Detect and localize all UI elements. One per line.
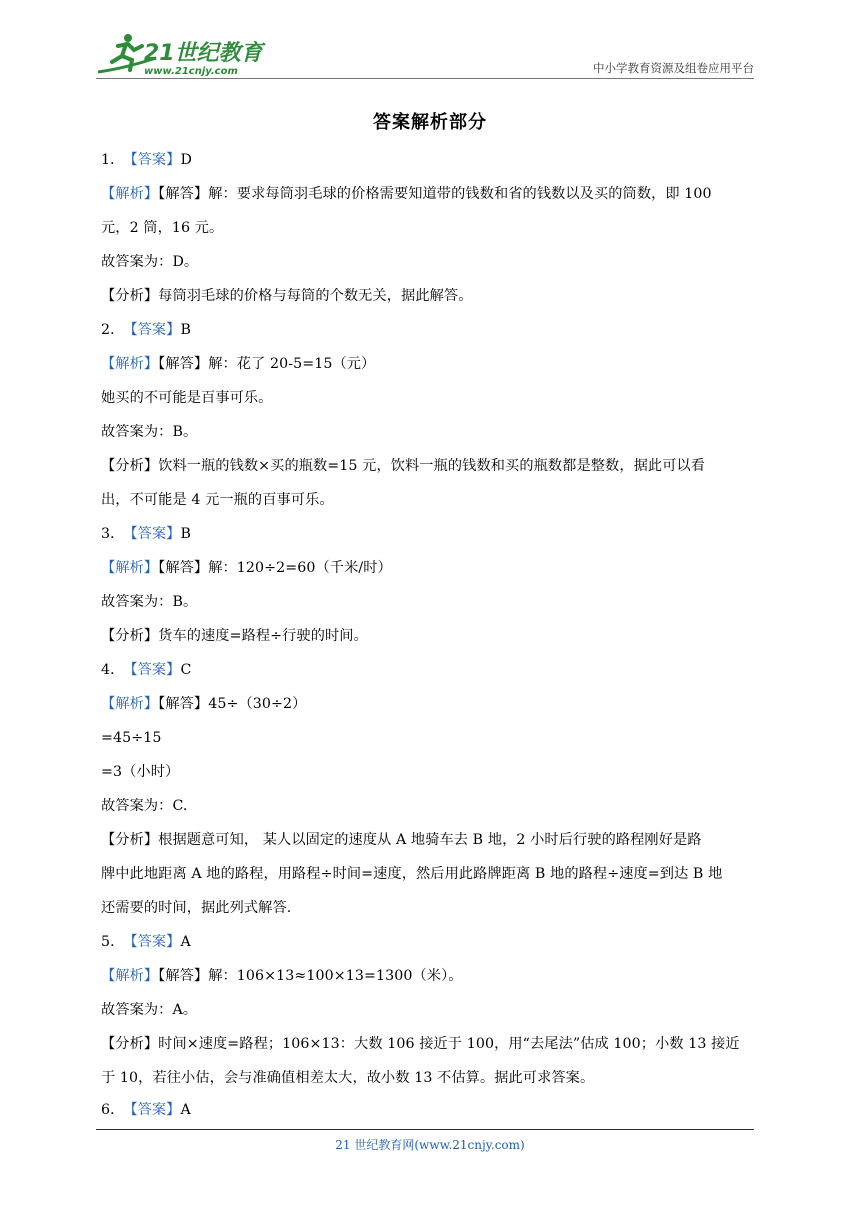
question-number: 3． <box>101 526 125 542</box>
line-text: 【分析】根据题意可知， 某人以固定的速度从 A 地骑车去 B 地，2 小时后行驶的路程刚好是路 <box>101 832 702 848</box>
text-line <box>101 660 761 680</box>
answer-tag: 【答案】 <box>130 934 181 950</box>
footer-divider <box>96 1129 754 1130</box>
text-line <box>101 456 761 476</box>
text-line <box>101 422 761 442</box>
text-line <box>101 1100 761 1120</box>
text-line <box>101 898 761 918</box>
line-text: 牌中此地距离 A 地的路程，用路程÷时间=速度，然后用此路牌距离 B 地的路程÷速度=到达 B 地 <box>101 866 723 882</box>
text-line <box>101 286 761 306</box>
answer-tag: 【解析】 <box>101 356 159 372</box>
page-header <box>96 28 754 80</box>
line-text: =3（小时） <box>101 764 180 780</box>
text-line <box>101 252 761 272</box>
header-divider <box>96 78 754 79</box>
answer-tag: 【解析】 <box>101 696 159 712</box>
text-line <box>101 150 761 170</box>
text-line <box>101 388 761 408</box>
line-text: B <box>180 322 192 338</box>
line-text: 出，不可能是 4 元一瓶的百事可乐。 <box>101 492 334 508</box>
line-text: 于 10，若往小估，会与准确值相差太大，故小数 13 不估算。据此可求答案。 <box>101 1070 595 1086</box>
answer-tag: 【解析】 <box>101 186 159 202</box>
text-line <box>101 320 761 340</box>
question-number: 6． <box>101 1102 125 1118</box>
line-text: 故答案为：C. <box>101 798 188 814</box>
svg-text:21世纪教育: 21世纪教育 <box>144 41 263 66</box>
page-title: 答案解析部分 <box>373 112 487 133</box>
text-line <box>101 762 761 782</box>
platform-name: 中小学教育资源及组卷应用平台 <box>593 61 754 75</box>
line-text: 她买的不可能是百事可乐。 <box>101 390 273 406</box>
answer-tag: 【答案】 <box>130 1102 181 1118</box>
line-text: 【解答】解：106×13≈100×13=1300（米）。 <box>158 968 463 984</box>
line-text: 故答案为：B。 <box>101 424 198 440</box>
text-line <box>101 490 761 510</box>
line-text: A <box>180 934 191 950</box>
line-text: 【分析】时间×速度=路程；106×13：大数 106 接近于 100，用“去尾法”估成 100；小数 13 接近 <box>101 1036 740 1052</box>
line-text: 【分析】每筒羽毛球的价格与每筒的个数无关，据此解答。 <box>101 288 473 304</box>
logo <box>96 28 266 80</box>
line-text: 故答案为：B。 <box>101 594 198 610</box>
answer-tag: 【答案】 <box>130 526 181 542</box>
line-text: D <box>180 152 192 168</box>
line-text: C <box>180 662 192 678</box>
text-line <box>101 1034 761 1054</box>
text-line <box>101 966 761 986</box>
line-text: 故答案为：A。 <box>101 1002 198 1018</box>
question-number: 1． <box>101 152 125 168</box>
line-text: 【解答】解：花了 20-5=15（元） <box>158 356 376 372</box>
line-text: A <box>180 1102 191 1118</box>
footer-text: 21 世纪教育网(www.21cnjy.com) <box>335 1138 525 1152</box>
line-text: 【解答】解：120÷2=60（千米/时） <box>158 560 392 576</box>
text-line <box>101 524 761 544</box>
text-line <box>101 218 761 238</box>
svg-text:www.21cnjy.com: www.21cnjy.com <box>144 66 238 77</box>
text-line <box>101 830 761 850</box>
line-text: 故答案为：D。 <box>101 254 199 270</box>
text-line <box>101 932 761 952</box>
text-line <box>101 728 761 748</box>
line-text: 【分析】饮料一瓶的钱数×买的瓶数=15 元，饮料一瓶的钱数和买的瓶数都是整数，据此可以看 <box>101 458 706 474</box>
text-line <box>101 354 761 374</box>
line-text: 【分析】货车的速度=路程÷行驶的时间。 <box>101 628 368 644</box>
text-line <box>101 626 761 646</box>
answer-tag: 【答案】 <box>130 322 181 338</box>
text-line <box>101 1068 761 1088</box>
text-line <box>101 864 761 884</box>
answer-tag: 【解析】 <box>101 968 159 984</box>
runner-logo-icon <box>96 28 266 80</box>
line-text: 元，2 筒，16 元。 <box>101 220 224 236</box>
line-text: 【解答】解：要求每筒羽毛球的价格需要知道带的钱数和省的钱数以及买的筒数，即 100 <box>158 186 712 202</box>
line-text: =45÷15 <box>101 730 162 746</box>
question-number: 5． <box>101 934 125 950</box>
question-number: 4． <box>101 662 125 678</box>
line-text: 还需要的时间，据此列式解答. <box>101 900 292 916</box>
text-line <box>101 558 761 578</box>
text-line <box>101 1000 761 1020</box>
answer-tag: 【答案】 <box>130 152 181 168</box>
line-text: B <box>180 526 192 542</box>
question-number: 2． <box>101 322 125 338</box>
text-line <box>101 592 761 612</box>
answer-tag: 【解析】 <box>101 560 159 576</box>
line-text: 【解答】45÷（30÷2） <box>158 696 307 712</box>
answer-tag: 【答案】 <box>130 662 181 678</box>
text-line <box>101 184 761 204</box>
text-line <box>101 694 761 714</box>
text-line <box>101 796 761 816</box>
